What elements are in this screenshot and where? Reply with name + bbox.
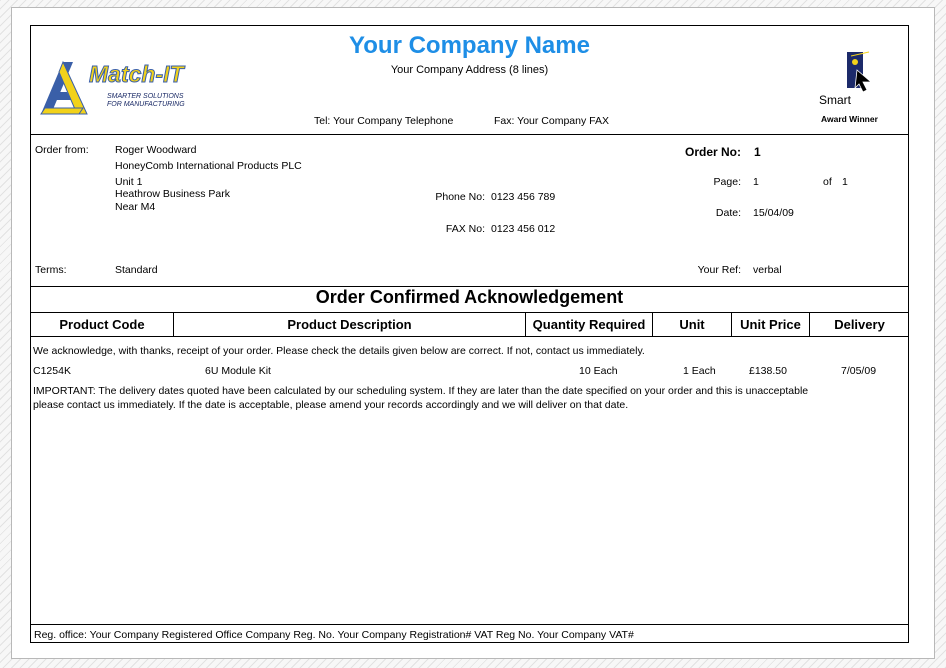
column-delivery: Delivery bbox=[834, 317, 885, 332]
document-page bbox=[11, 7, 935, 659]
match-it-logo bbox=[37, 56, 201, 118]
item-quantity: 10 Each bbox=[579, 365, 618, 377]
order-no-value: 1 bbox=[754, 145, 761, 159]
footer-registration: Reg. office: Your Company Registered Office Company Reg. No. Your Company Registration# VAT Reg No. Your Company VAT# bbox=[34, 629, 634, 641]
column-unit: Unit bbox=[653, 313, 732, 336]
date-value: 15/04/09 bbox=[753, 207, 794, 219]
item-unit: 1 Each bbox=[683, 365, 716, 377]
header-divider bbox=[31, 134, 908, 135]
fax-label: FAX No: bbox=[445, 223, 485, 235]
table-head-bottom bbox=[31, 336, 908, 337]
terms-value: Standard bbox=[115, 264, 158, 276]
page-label: Page: bbox=[713, 176, 741, 188]
your-ref-label: Your Ref: bbox=[697, 264, 741, 276]
page-value: 1 bbox=[753, 176, 759, 188]
logo-tagline-2: FOR MANUFACTURING bbox=[107, 101, 185, 108]
logo-tagline-1: SMARTER SOLUTIONS bbox=[107, 93, 184, 100]
award-title: Smart bbox=[819, 93, 852, 107]
column-quantity-required: Quantity Required bbox=[526, 313, 653, 336]
item-code: C1254K bbox=[33, 365, 71, 377]
company-fax: Fax: Your Company FAX bbox=[494, 115, 609, 127]
date-label: Date: bbox=[715, 207, 741, 219]
item-description: 6U Module Kit bbox=[205, 365, 271, 377]
customer-name: Roger Woodward bbox=[115, 144, 197, 156]
total-pages: 1 bbox=[842, 176, 848, 188]
company-address: Your Company Address (8 lines) bbox=[390, 64, 549, 76]
terms-label: Terms: bbox=[35, 264, 67, 276]
address-line-1: Unit 1 bbox=[115, 176, 143, 188]
company-name: Your Company Name bbox=[349, 32, 590, 59]
address-line-3: Near M4 bbox=[115, 201, 156, 213]
order-from-label: Order from: bbox=[35, 144, 89, 156]
phone-value: 0123 456 789 bbox=[491, 191, 556, 203]
of-label: of bbox=[823, 176, 832, 188]
document-title: Order Confirmed Acknowledgement bbox=[315, 287, 624, 307]
footer-divider bbox=[31, 624, 908, 625]
address-line-2: Heathrow Business Park bbox=[115, 188, 230, 200]
document-frame bbox=[30, 25, 909, 643]
order-no-label: Order No: bbox=[684, 145, 741, 159]
phone-label: Phone No: bbox=[435, 191, 485, 203]
column-product-description: Product Description bbox=[174, 313, 526, 336]
smart-award-logo bbox=[817, 48, 889, 128]
important-notice-line-1: IMPORTANT: The delivery dates quoted have been calculated by our scheduling system. If they are later than the date specified on your order and this is unacceptable bbox=[33, 385, 809, 397]
company-telephone: Tel: Your Company Telephone bbox=[314, 115, 454, 127]
important-notice-line-2: please contact us immediately. If the date is acceptable, please amend your records accordingly and we will deliver on that date. bbox=[33, 399, 629, 411]
column-product-code: Product Code bbox=[31, 313, 174, 336]
item-price: £138.50 bbox=[749, 365, 787, 377]
award-subtitle: Award Winner bbox=[821, 114, 878, 124]
column-unit-price: Unit Price bbox=[732, 313, 810, 336]
logo-text: Match-IT bbox=[89, 61, 184, 87]
fax-value: 0123 456 012 bbox=[491, 223, 556, 235]
intro-text: We acknowledge, with thanks, receipt of your order. Please check the details given below are correct. If not, contact us immediately. bbox=[33, 345, 645, 357]
item-delivery: 7/05/09 bbox=[841, 365, 877, 377]
customer-company: HoneyComb International Products PLC bbox=[115, 160, 302, 172]
your-ref-value: verbal bbox=[753, 264, 782, 276]
